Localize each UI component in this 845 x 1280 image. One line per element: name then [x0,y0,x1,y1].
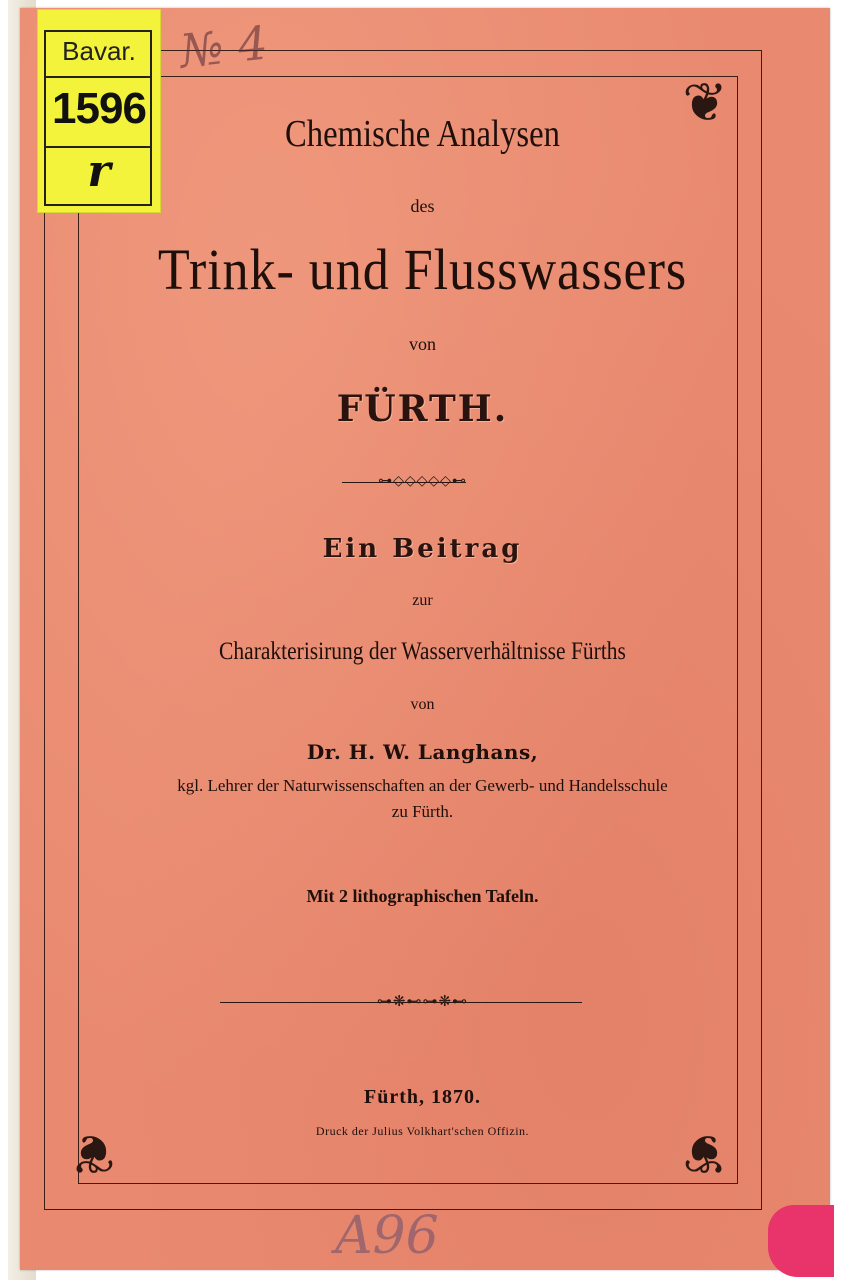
ornament-divider-2: ⊶❋⊷⊶❋⊷ [376,992,469,1010]
plates-note: Mit 2 lithographischen Tafeln. [306,886,539,906]
author-position: kgl. Lehrer der Naturwissenschaften an der Gewerb- und Handelsschule [177,776,668,795]
title-line-1: Chemische Analysen [284,113,561,155]
subtitle-line-2: zur [412,592,433,609]
label-collection: Bavar. [62,36,136,66]
ornament-divider-1: ⊶◇◇◇◇◇⊷ [378,473,467,489]
imprint-printer: Druck der Julius Volkhart'schen Offizin. [315,1124,530,1138]
author-location: zu Fürth. [391,802,454,821]
label-rule [44,76,152,78]
corner-ornament-top-right-icon: ❦ [682,71,728,134]
subtitle-line-3: Charakterisirung der Wasserverhältnisse Fürths [219,638,626,665]
author-name: Dr. H. W. Langhans, [306,740,539,764]
title-line-2: des [410,196,435,216]
main-title: Trink- und Flusswassers [157,237,688,302]
label-mark: r [87,146,111,197]
label-shelf-number: 1596 [52,84,146,133]
imprint-place-year: Fürth, 1870. [364,1086,481,1108]
subtitle-line-4: von [410,696,435,713]
corner-ornament-bottom-right-icon: ❦ [682,1122,728,1185]
corner-ornament-bottom-left-icon: ❦ [70,1122,116,1185]
pink-tab-marker [768,1205,834,1277]
title-line-4: von [409,334,436,354]
handwritten-note-top: № 4 [177,15,271,79]
handwritten-note-bottom: A96 [335,1206,439,1266]
library-shelf-label [38,10,160,212]
subtitle-heading: Ein Beitrag [322,534,523,564]
place-heading: FÜRTH. [336,388,509,430]
